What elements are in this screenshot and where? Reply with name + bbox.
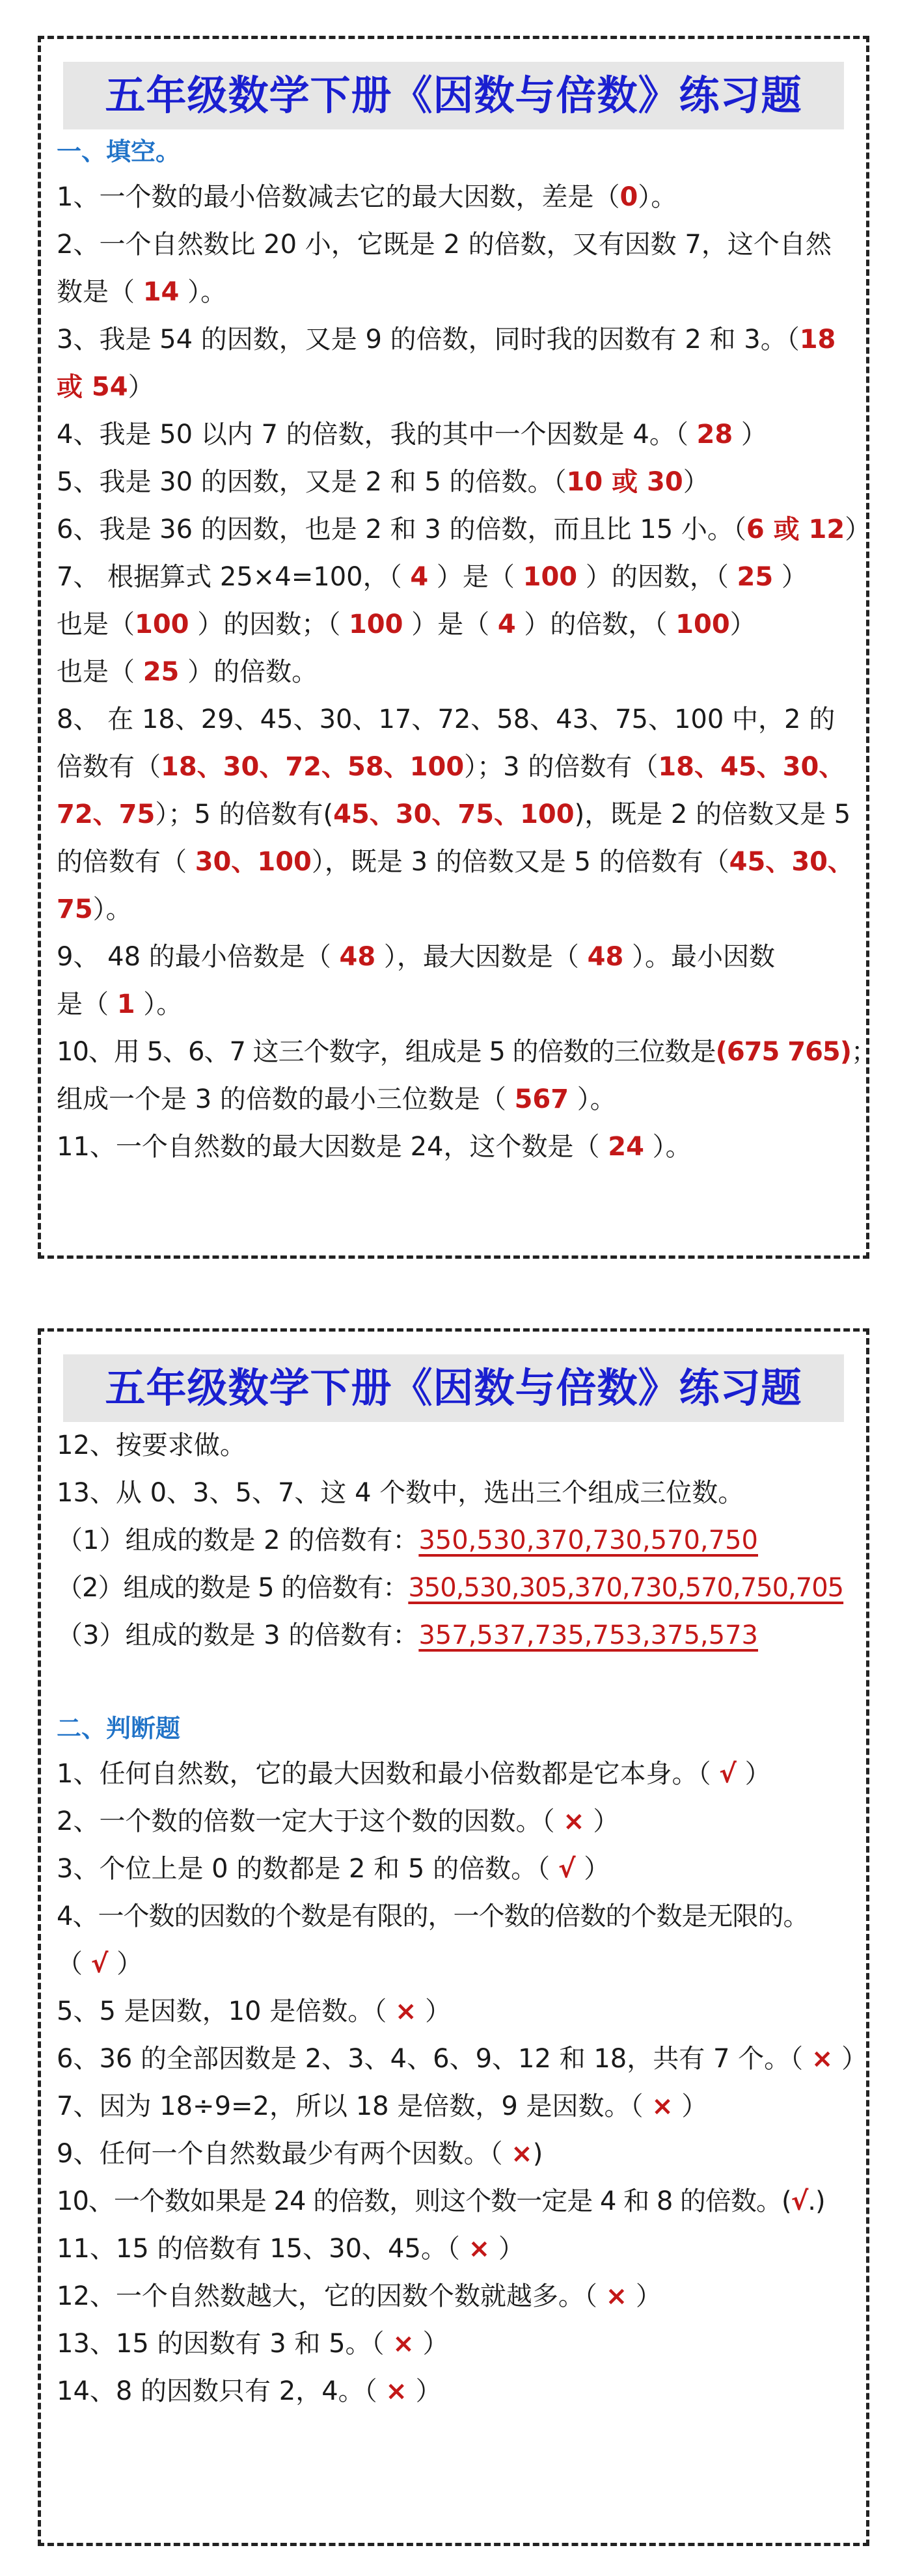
answer: 1 — [116, 989, 135, 1019]
answer: 48 — [339, 942, 376, 972]
page-title: 五年级数学下册《因数与倍数》练习题 — [63, 62, 844, 129]
cross-mark-icon: × — [468, 2234, 491, 2264]
question-10-cont: 组成一个是 3 的倍数的最小三位数是（ 567 ）。 — [57, 1084, 616, 1114]
question-6: 6、我是 36 的因数，也是 2 和 3 的倍数，而且比 15 小。（6 或 12） — [57, 515, 871, 544]
judge-6: 6、36 的全部因数是 2、3、4、6、9、12 和 18，共有 7 个。（ × ） — [57, 2044, 868, 2074]
question-13-2: （2）组成的数是 5 的倍数有：350,530,305,370,730,570,750,705 — [57, 1573, 844, 1603]
judge-10: 10、一个数如果是 24 的倍数，则这个数一定是 4 和 8 的倍数。(√.) — [57, 2186, 825, 2216]
section-heading-fill-in: 一、填空。 — [57, 137, 181, 166]
question-7: 7、 根据算式 25×4=100，（ 4 ）是（ 100 ）的因数，（ 25 ） — [57, 562, 808, 592]
answer: 100 — [135, 610, 189, 639]
answer: 25 — [143, 657, 180, 687]
check-mark-icon: √ — [791, 2186, 808, 2216]
check-mark-icon: √ — [558, 1854, 576, 1884]
worksheet-card-2 — [38, 1328, 869, 2546]
answer: 48 — [587, 942, 624, 972]
judge-13: 13、15 的因数有 3 和 5。（ × ） — [57, 2329, 449, 2359]
answer: 10 或 30 — [566, 467, 683, 497]
question-9-cont: 是（ 1 ）。 — [57, 989, 183, 1019]
answer: 28 — [696, 420, 733, 449]
answer: 或 54 — [57, 372, 128, 402]
answer: 0 — [619, 182, 638, 212]
question-13: 13、从 0、3、5、7、这 4 个数中，选出三个组成三位数。 — [57, 1478, 744, 1508]
worksheet-card-1 — [38, 36, 877, 1259]
answer: 30、100 — [195, 847, 312, 877]
question-8-cont4: 75）。 — [57, 894, 132, 924]
question-4: 4、我是 50 以内 7 的倍数，我的其中一个因数是 4。（ 28 ） — [57, 420, 767, 449]
answer: 25 — [737, 562, 774, 592]
question-5: 5、我是 30 的因数，又是 2 和 5 的倍数。（10 或 30） — [57, 467, 709, 497]
judge-2: 2、一个数的倍数一定大于这个数的因数。（ × ） — [57, 1806, 619, 1836]
answer: 14 — [143, 277, 180, 307]
answer: 350,530,370,730,570,750 — [418, 1525, 758, 1555]
answer: (675 765) — [715, 1037, 852, 1067]
question-10: 10、用 5、6、7 这三个数字，组成是 5 的倍数的三位数是(675 765)； — [57, 1037, 877, 1067]
check-mark-icon: √ — [719, 1759, 737, 1789]
answer: 45、30、 — [729, 847, 854, 877]
cross-mark-icon: × — [385, 2376, 407, 2406]
cross-mark-icon: × — [605, 2281, 628, 2311]
section-heading-judge: 二、判断题 — [57, 1714, 181, 1743]
page-title: 五年级数学下册《因数与倍数》练习题 — [63, 1354, 844, 1422]
answer: 567 — [514, 1084, 569, 1114]
answer: 4 — [410, 562, 429, 592]
judge-4: 4、一个数的因数的个数是有限的，一个数的倍数的个数是无限的。 — [57, 1901, 809, 1931]
answer: 24 — [608, 1132, 644, 1162]
question-8-cont: 倍数有（18、30、72、58、100）；3 的倍数有（18、45、30、 — [57, 752, 845, 782]
check-mark-icon: √ — [90, 1949, 109, 1979]
answer: 72、75 — [57, 799, 156, 829]
answer: 18、45、30、 — [658, 752, 845, 782]
answer: 18 — [799, 325, 836, 355]
question-3: 3、我是 54 的因数，又是 9 的倍数，同时我的因数有 2 和 3。（18 — [57, 325, 836, 355]
question-12: 12、按要求做。 — [57, 1430, 246, 1460]
judge-12: 12、一个自然数越大，它的因数个数就越多。（ × ） — [57, 2281, 662, 2311]
answer: 357,537,735,753,375,573 — [418, 1620, 758, 1650]
judge-11: 11、15 的倍数有 15、30、45。（ × ） — [57, 2234, 524, 2264]
question-7-cont: 也是（100 ）的因数；（ 100 ）是（ 4 ）的倍数，（ 100） — [57, 610, 756, 639]
answer: 350,530,305,370,730,570,750,705 — [408, 1573, 844, 1603]
question-8-cont2: 72、75）；5 的倍数有(45、30、75、100)，既是 2 的倍数又是 5 — [57, 799, 851, 829]
judge-3: 3、个位上是 0 的数都是 2 和 5 的倍数。（ √ ） — [57, 1854, 610, 1884]
question-7-cont2: 也是（ 25 ）的倍数。 — [57, 657, 318, 687]
question-2-cont: 数是（ 14 ）。 — [57, 277, 227, 307]
judge-5: 5、5 是因数，10 是倍数。（ × ） — [57, 1996, 452, 2026]
judge-14: 14、8 的因数只有 2，4。（ × ） — [57, 2376, 442, 2406]
question-8: 8、 在 18、29、45、30、17、72、58、43、75、100 中，2 的 — [57, 704, 836, 734]
answer: 100 — [675, 610, 730, 639]
answer: 100 — [348, 610, 403, 639]
answer: 75 — [57, 894, 93, 924]
answer: 45、30、75、100 — [333, 799, 575, 829]
judge-4-cont: （ √ ） — [57, 1949, 143, 1979]
question-13-3: （3）组成的数是 3 的倍数有：357,537,735,753,375,573 — [57, 1620, 758, 1650]
answer: 18、30、72、58、100 — [161, 752, 465, 782]
cross-mark-icon: × — [811, 2044, 834, 2074]
question-8-cont3: 的倍数有（ 30、100），既是 3 的倍数又是 5 的倍数有（45、30、 — [57, 847, 854, 877]
cross-mark-icon: × — [392, 2329, 415, 2359]
question-13-1: （1）组成的数是 2 的倍数有：350,530,370,730,570,750 — [57, 1525, 758, 1555]
answer: 100 — [523, 562, 578, 592]
answer: 4 — [497, 610, 516, 639]
cross-mark-icon: × — [394, 1996, 417, 2026]
question-2: 2、一个自然数比 20 小，它既是 2 的倍数，又有因数 7，这个自然 — [57, 230, 832, 260]
judge-1: 1、任何自然数，它的最大因数和最小倍数都是它本身。（ √ ） — [57, 1759, 771, 1789]
cross-mark-icon: × — [651, 2091, 673, 2121]
cross-mark-icon: × — [511, 2139, 533, 2169]
cross-mark-icon: × — [563, 1806, 585, 1836]
judge-9: 9、任何一个自然数最少有两个因数。（ ×) — [57, 2139, 543, 2169]
answer: 6 或 12 — [746, 515, 845, 544]
question-9: 9、 48 的最小倍数是（ 48 ），最大因数是（ 48 ）。最小因数 — [57, 942, 775, 972]
question-3-cont: 或 54） — [57, 372, 154, 402]
question-11: 11、一个自然数的最大因数是 24，这个数是（ 24 ）。 — [57, 1132, 692, 1162]
question-1: 1、一个数的最小倍数减去它的最大因数，差是（0）。 — [57, 182, 677, 212]
judge-7: 7、因为 18÷9=2，所以 18 是倍数，9 是因数。（ × ） — [57, 2091, 708, 2121]
